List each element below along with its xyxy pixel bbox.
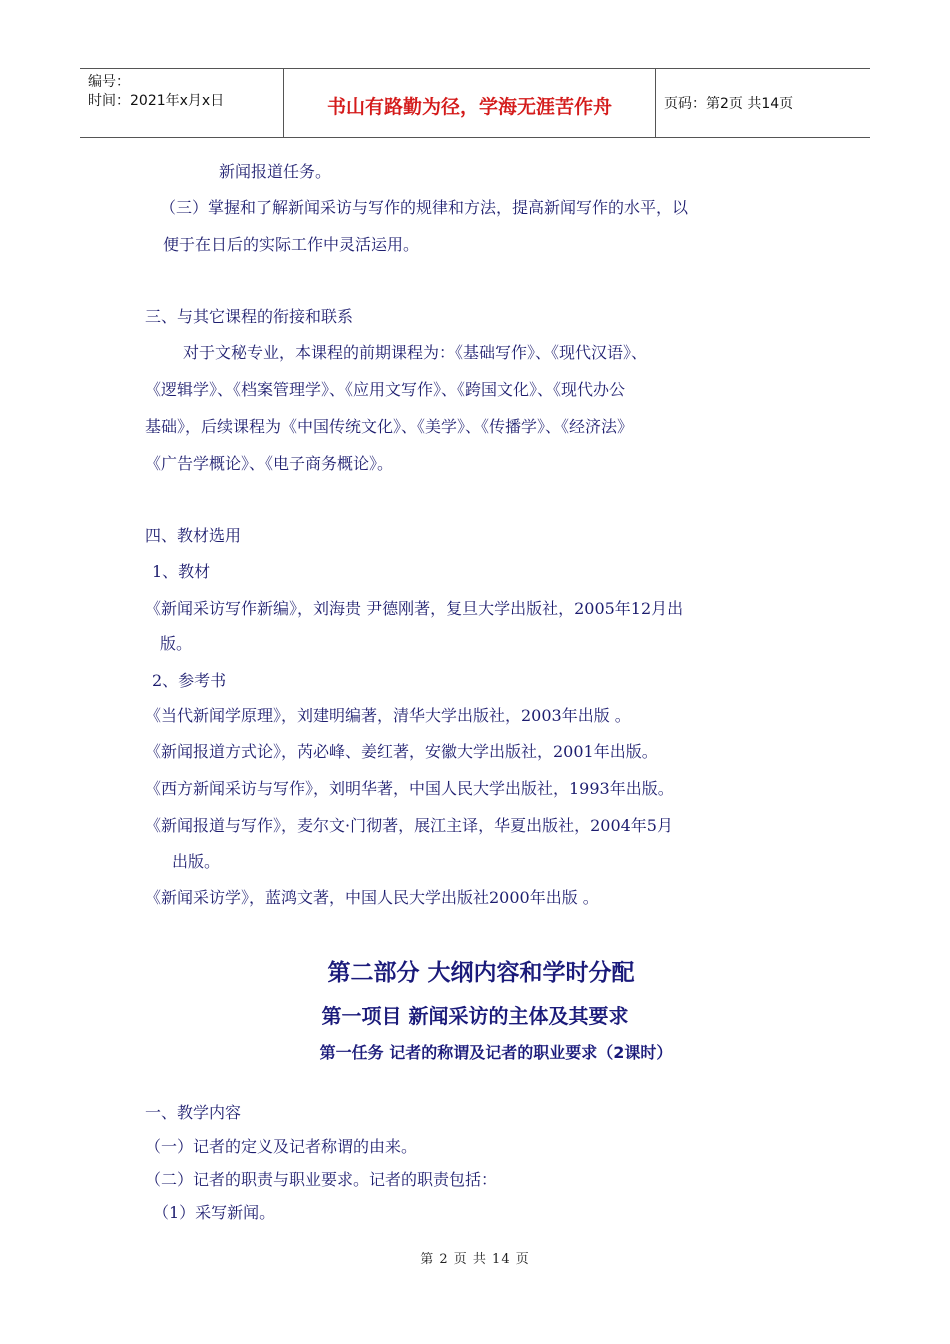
text-line: 对于文秘专业，本课程的前期课程为：《基础写作》、《现代汉语》、 xyxy=(183,343,648,362)
page-footer: 第 2 页 共 14 页 xyxy=(420,1252,530,1267)
text-line: 便于在日后的实际工作中灵活运用。 xyxy=(163,235,420,254)
section-heading: 一、教学内容 xyxy=(145,1103,242,1122)
text-line: 基础》，后续课程为《中国传统文化》、《美学》、《传播学》、《经济法》 xyxy=(145,417,634,436)
header-page-number: 页码：第2页 共14页 xyxy=(664,96,794,112)
header-number: 编号： xyxy=(88,74,130,90)
reference-item: 《新闻报道与写作》，麦尔文·门彻著，展江主译，华夏出版社，2004年5月 xyxy=(145,816,673,835)
header-time: 时间：2021年x月x日 xyxy=(88,93,225,109)
project-title: 第一项目 新闻采访的主体及其要求 xyxy=(321,1004,629,1028)
text-line: 《广告学概论》、《电子商务概论》。 xyxy=(145,454,394,473)
text-line: （二）记者的职责与职业要求。记者的职责包括： xyxy=(145,1170,498,1189)
reference-item: 出版。 xyxy=(172,852,221,871)
text-line: 《逻辑学》、《档案管理学》、《应用文写作》、《跨国文化》、《现代办公 xyxy=(145,380,626,399)
subsection-heading: 2、参考书 xyxy=(152,671,227,690)
header-meta xyxy=(80,69,283,137)
page-header xyxy=(80,68,870,138)
task-title: 第一任务 记者的称谓及记者的职业要求（2课时） xyxy=(319,1043,673,1062)
text-line: 版。 xyxy=(160,634,193,653)
reference-item: 《当代新闻学原理》，刘建明编著，清华大学出版社，2003年出版 。 xyxy=(145,706,631,725)
part-title: 第二部分 大纲内容和学时分配 xyxy=(327,960,635,986)
text-line: （三）掌握和了解新闻采访与写作的规律和方法，提高新闻写作的水平，以 xyxy=(160,198,689,217)
subsection-heading: 1、教材 xyxy=(152,562,211,581)
section-heading: 三、与其它课程的衔接和联系 xyxy=(145,307,354,326)
reference-item: 《新闻报道方式论》，芮必峰、姜红著，安徽大学出版社，2001年出版。 xyxy=(145,742,658,761)
text-line: 新闻报道任务。 xyxy=(219,162,332,181)
text-line: （一）记者的定义及记者称谓的由来。 xyxy=(145,1137,418,1156)
reference-item: 《新闻采访学》，蓝鸿文著，中国人民大学出版社2000年出版 。 xyxy=(145,888,599,907)
section-heading: 四、教材选用 xyxy=(145,526,242,545)
header-motto: 书山有路勤为径，学海无涯苦作舟 xyxy=(283,69,656,137)
text-line: （1）采写新闻。 xyxy=(153,1203,276,1222)
text-line: 《新闻采访写作新编》，刘海贵 尹德刚著，复旦大学出版社，2005年12月出 xyxy=(145,599,684,618)
reference-item: 《西方新闻采访与写作》，刘明华著，中国人民大学出版社，1993年出版。 xyxy=(145,779,674,798)
